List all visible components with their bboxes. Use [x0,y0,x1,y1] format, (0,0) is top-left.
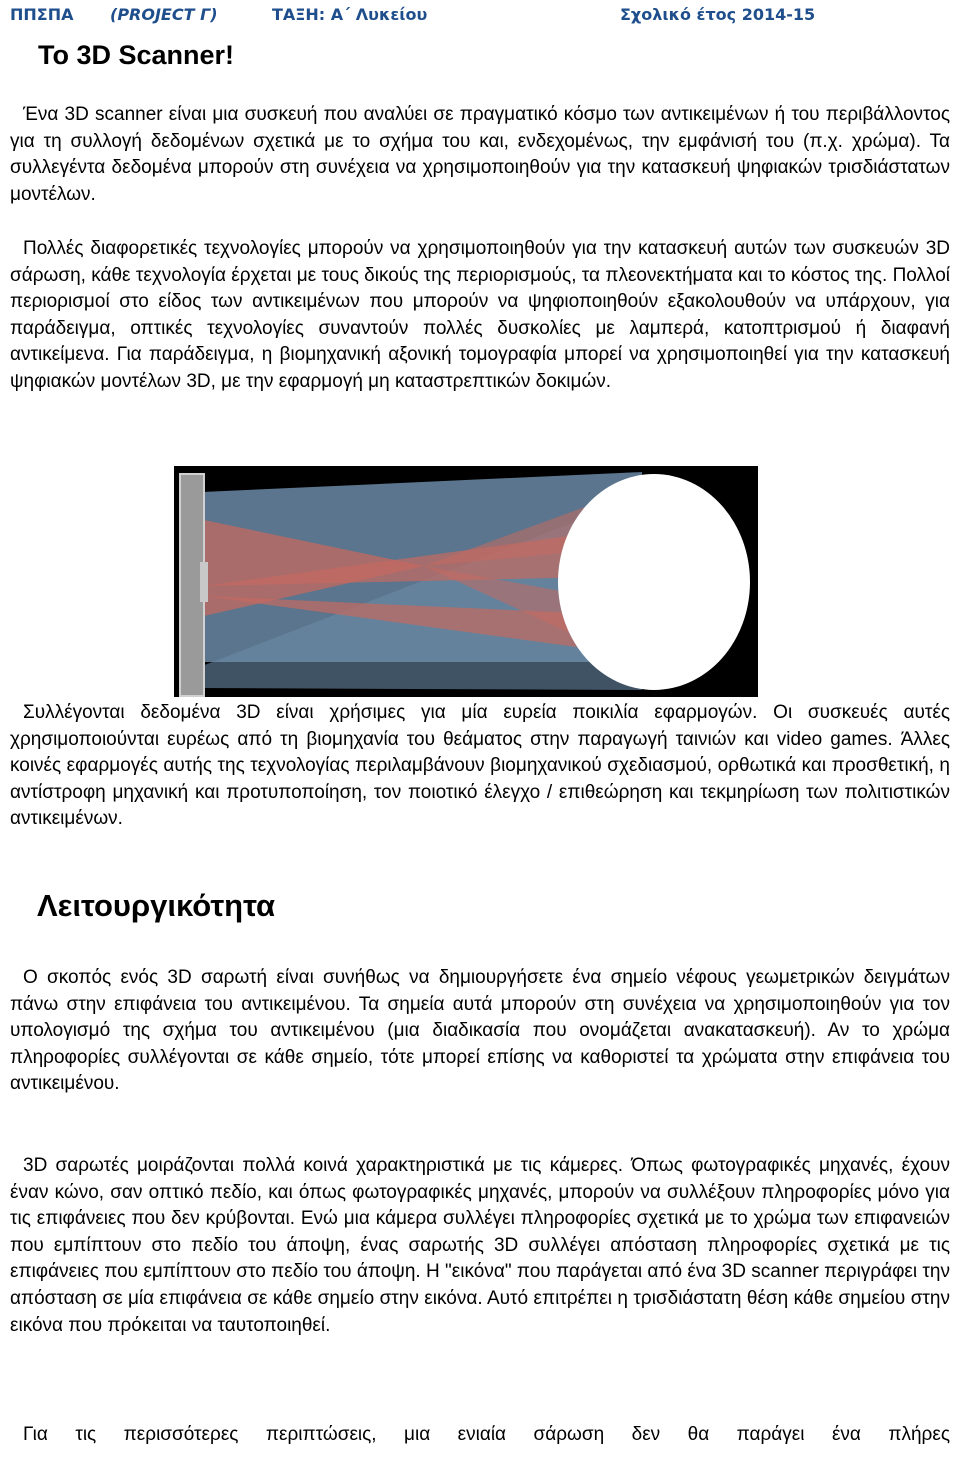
paragraph-scans: Για τις περισσότερες περιπτώσεις, μια ενιαία σάρωση δεν θα παράγει ένα πλήρες [23,1424,950,1445]
header-class: ΤΑΞΗ: Α΄ Λυκείου [272,5,428,24]
paragraph-cameras: 3D σαρωτές μοιράζονται πολλά κοινά χαρακτηριστικά με τις κάμερες. Όπως φωτογραφικές μηχανές, έχουν έναν κώνο, σαν οπτικό πεδίο, και όπως φωτογραφικές μηχανές, μπορούν να συλλέξουν πληροφορίες μόνο για τις επιφάνειες που δεν κρύβονται. Ενώ μια κάμερα συλλέγει πληροφορίες σχετικά με το χρώμα των επιφανειών που εμπίπτουν στο πεδίο του άποψη, ένας σαρωτής 3D συλλέγει απόσταση πληροφορίες σχετικά με τις επιφάνειες που εμπίπτουν στο πεδίο του άποψη. Η "εικόνα" που παράγεται από ένα 3D scanner περιγράφει την απόσταση σε μία επιφάνεια σε κάθε σημείο στην εικόνα. Αυτό επιτρέπει η τρισδιάστατη θέση κάθε σημείου στην εικόνα που πρόκειται να ταυτοποιηθεί. [10,1155,950,1336]
page-header [0,0,960,34]
header-school-year: Σχολικό έτος 2014-15 [620,5,816,24]
scanner-diagram-figure [174,466,758,697]
paragraph-intro: Ένα 3D scanner είναι μια συσκευή που αναλύει σε πραγματικό κόσμο των αντικειμένων ή του περιβάλλοντος για τη συλλογή δεδομένων σχετικά με το σχήμα του και, ενδεχομένως, την εμφάνισή του (π.χ. χρώμα). Τα συλλεγέντα δεδομένα μπορούν στη συνέχεια να χρησιμοποιηθούν για την κατασκευή ψηφιακών τρισδιάστατων μοντέλων. [10,104,950,205]
scanner-lens [200,562,208,602]
scanned-object [558,474,750,690]
scanner-diagram [174,466,758,697]
paragraph-technologies: Πολλές διαφορετικές τεχνολογίες μπορούν να χρησιμοποιηθούν για την κατασκευή αυτών των συσκευών 3D σάρωση, κάθε τεχνολογία έρχεται με τους δικούς της περιορισμούς, τα πλεονεκτήματα και το κόστος της. Πολλοί περιορισμοί στο είδος των αντικειμένων που μπορούν να ψηφιοποιηθούν εξακολουθούν να υπάρχουν, για παράδειγμα, οπτικές τεχνολογίες συναντούν πολλές δυσκολίες με λαμπερά, κατοπτρισμού ή διαφανή αντικείμενα. Για παράδειγμα, η βιομηχανική αξονική τομογραφία μπορεί να χρησιμοποιηθεί για την κατασκευή ψηφιακών μοντέλων 3D, με την εφαρμογή μη καταστρεπτικών δοκιμών. [10,238,950,392]
page-title: To 3D Scanner! [38,40,235,70]
header-school: ΠΠΣΠΑ [10,5,74,24]
header-project: (PROJECT Γ) [110,5,218,24]
paragraph-purpose: Ο σκοπός ενός 3D σαρωτή είναι συνήθως να δημιουργήσετε ένα σημείο νέφους γεωμετρικών δειγμάτων πάνω στην επιφάνεια του αντικειμένου. Τα σημεία αυτά μπορούν στη συνέχεια να χρησιμοποιηθούν για τον υπολογισμό της σχήμα του αντικειμένου (μια διαδικασία που ονομάζεται ανακατασκευή). Αν το χρώμα πληροφορίες συλλέγονται σε κάθε σημείο, τότε μπορεί επίσης να καθοριστεί τα χρώματα στην επιφάνεια του αντικειμένου. [10,967,950,1095]
section-heading-functionality: Λειτουργικότητα [37,888,276,923]
paragraph-applications: Συλλέγονται δεδομένα 3D είναι χρήσιμες για μία ευρεία ποικιλία εφαρμογών. Οι συσκευές αυτές χρησιμοποιούνται ευρέως από τη βιομηχανία του θεάματος στην παραγωγή ταινιών και video games. Άλλες κοινές εφαρμογές αυτής της τεχνολογίας περιλαμβάνουν βιομηχανικού σχεδιασμού, ορθωτικά και προσθετική, η αντίστροφη μηχανική και προτυποποίηση, τον ποιοτικό έλεγχο / επιθεώρηση και τεκμηρίωση των πολιτιστικών αντικειμένων. [10,702,950,830]
